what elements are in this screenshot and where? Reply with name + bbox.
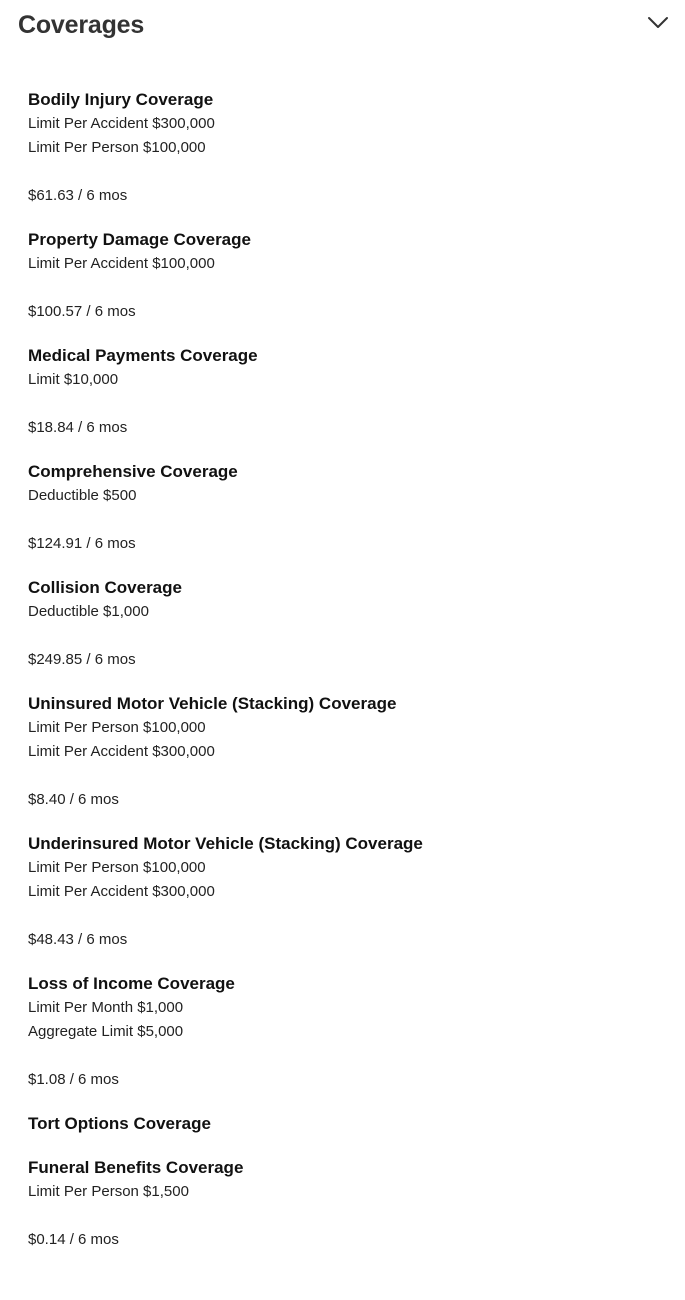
coverage-name: Underinsured Motor Vehicle (Stacking) Coverage (28, 834, 423, 853)
coverage-name: Loss of Income Coverage (28, 974, 235, 993)
coverage-premium: $18.84 / 6 mos (28, 419, 128, 436)
coverage-limits (28, 716, 665, 764)
coverage-limit: Limit Per Accident $100,000 (28, 255, 215, 272)
coverage-limits (28, 252, 665, 276)
coverage-limits (28, 1180, 665, 1204)
coverage-limit: Limit Per Accident $300,000 (28, 115, 215, 132)
coverage-name: Comprehensive Coverage (28, 462, 238, 481)
coverage-limit: Limit Per Accident $300,000 (28, 883, 215, 900)
coverage-limit: Deductible $1,000 (28, 603, 149, 620)
coverage-item-comprehensive-coverage (28, 460, 665, 556)
coverage-name: Medical Payments Coverage (28, 346, 258, 365)
coverage-item-medical-payments-coverage (28, 344, 665, 440)
coverage-item-underinsured-motor-vehicle-stacking-coverage (28, 832, 665, 952)
coverage-limit: Aggregate Limit $5,000 (28, 1023, 184, 1040)
coverage-premium: $124.91 / 6 mos (28, 535, 136, 552)
coverage-name: Tort Options Coverage (28, 1114, 211, 1133)
coverage-limit: Limit Per Person $100,000 (28, 719, 206, 736)
coverage-name: Uninsured Motor Vehicle (Stacking) Coverage (28, 694, 397, 713)
coverage-limits (28, 600, 665, 624)
coverage-limits (28, 484, 665, 508)
coverage-premium: $0.14 / 6 mos (28, 1231, 119, 1248)
coverage-name: Collision Coverage (28, 578, 182, 597)
coverage-name: Bodily Injury Coverage (28, 90, 214, 109)
coverage-limit: Limit Per Month $1,000 (28, 999, 184, 1016)
coverage-limit: Limit Per Person $100,000 (28, 139, 206, 156)
coverage-item-uninsured-motor-vehicle-stacking-coverage (28, 692, 665, 812)
coverage-limit: Deductible $500 (28, 487, 137, 504)
coverage-item-property-damage-coverage (28, 228, 665, 324)
coverages-header[interactable] (0, 0, 685, 52)
coverage-limit: Limit $10,000 (28, 371, 119, 388)
coverage-item-bodily-injury-coverage (28, 88, 665, 208)
coverage-premium: $61.63 / 6 mos (28, 187, 128, 204)
coverage-premium: $100.57 / 6 mos (28, 303, 136, 320)
collapse-toggle-button[interactable] (645, 10, 671, 36)
coverage-limit: Limit Per Person $1,500 (28, 1183, 189, 1200)
coverage-limits (28, 996, 665, 1044)
coverage-limits (28, 368, 665, 392)
coverage-limit: Limit Per Person $100,000 (28, 859, 206, 876)
coverage-item-funeral-benefits-coverage (28, 1156, 665, 1252)
coverage-premium: $1.08 / 6 mos (28, 1071, 119, 1088)
coverage-limits (28, 856, 665, 904)
coverage-list (28, 88, 665, 1272)
coverage-item-collision-coverage (28, 576, 665, 672)
coverage-premium: $249.85 / 6 mos (28, 651, 136, 668)
coverage-limit: Limit Per Accident $300,000 (28, 743, 215, 760)
chevron-down-icon (647, 16, 669, 30)
coverage-item-loss-of-income-coverage (28, 972, 665, 1092)
coverage-name: Funeral Benefits Coverage (28, 1158, 244, 1177)
coverage-name: Property Damage Coverage (28, 230, 251, 249)
coverage-premium: $8.40 / 6 mos (28, 791, 119, 808)
coverage-premium: $48.43 / 6 mos (28, 931, 128, 948)
coverage-item-tort-options-coverage (28, 1112, 665, 1136)
page-title: Coverages (18, 11, 145, 39)
coverage-limits (28, 112, 665, 160)
